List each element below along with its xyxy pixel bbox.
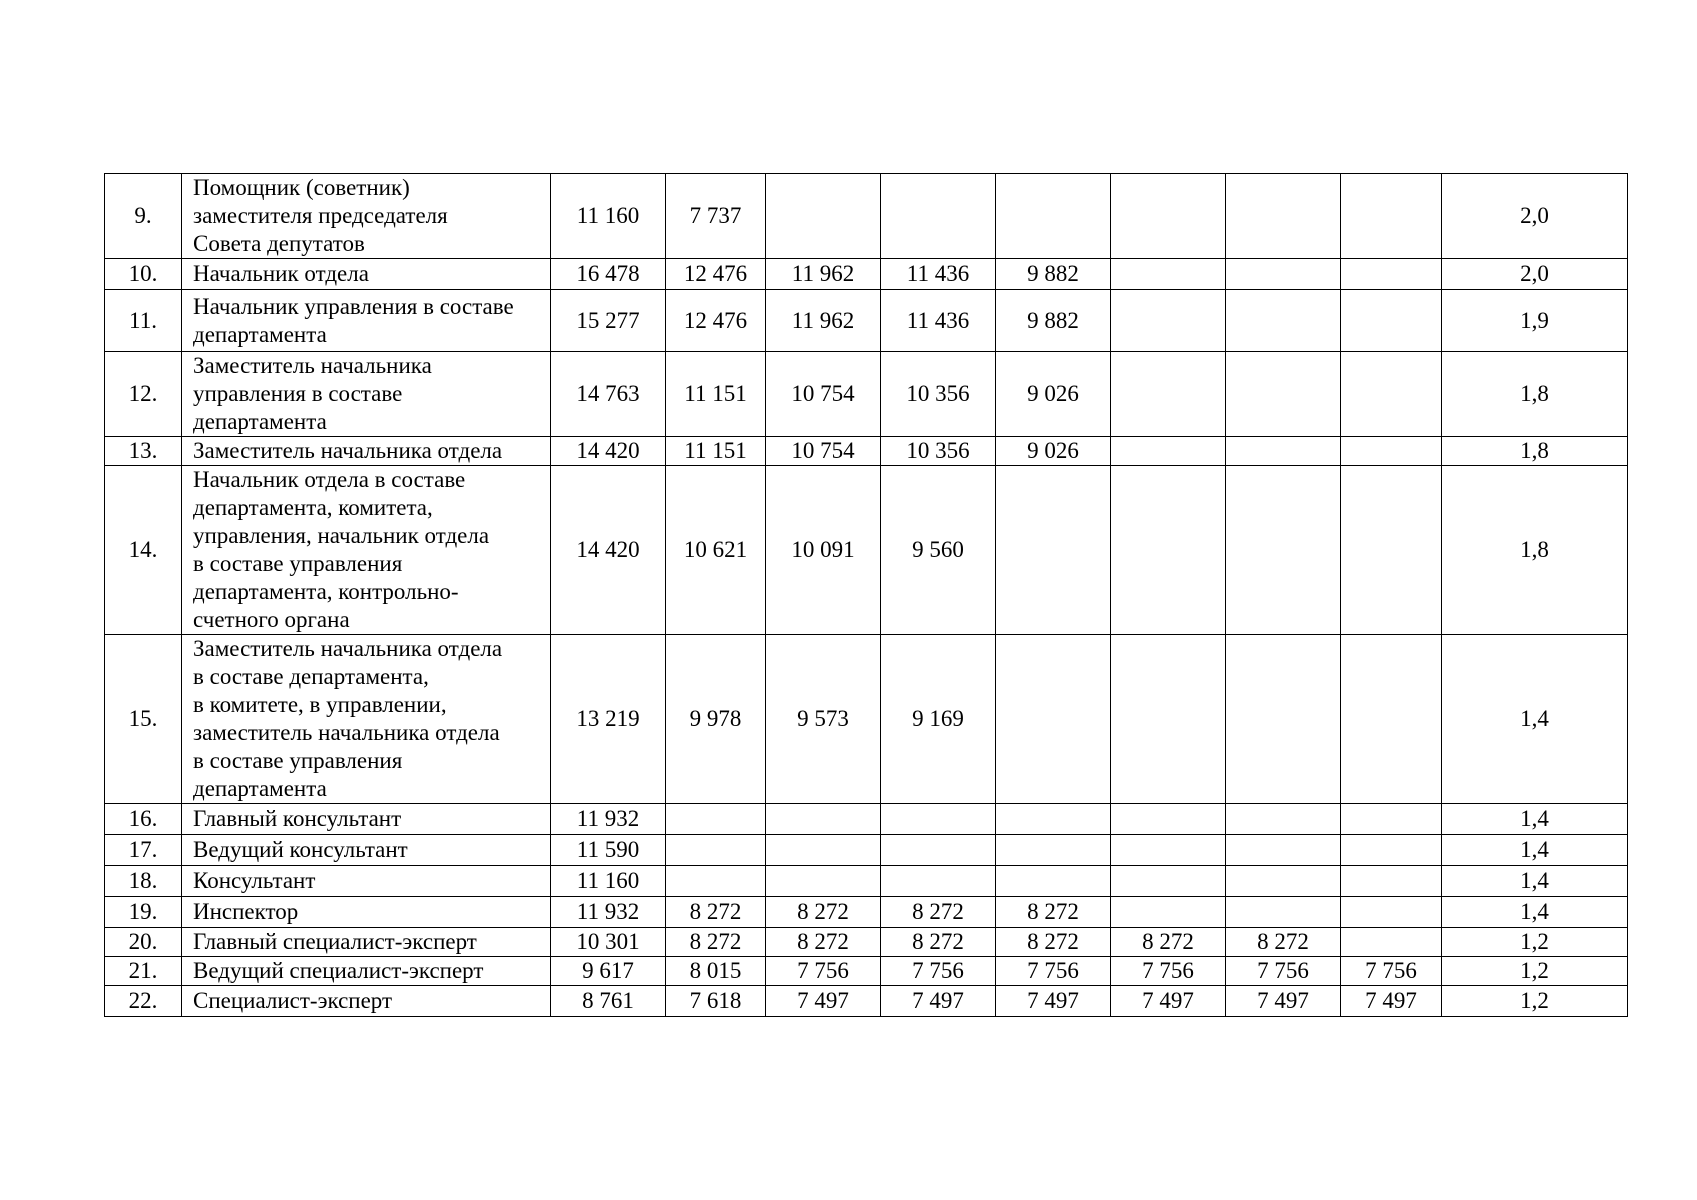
salary-value-cell xyxy=(766,174,881,259)
salary-value-cell: 8 272 xyxy=(666,897,766,928)
table-row xyxy=(105,986,1628,1017)
position-cell: Начальник отдела в составе департамента, комитета, управления, начальник отдела в составе управления департамента, контрольно- счетного органа xyxy=(182,466,551,635)
salary-value-cell: 8 272 xyxy=(996,928,1111,957)
coefficient-cell: 2,0 xyxy=(1442,259,1628,290)
row-number-cell: 21. xyxy=(105,957,182,986)
table-row xyxy=(105,352,1628,437)
position-cell: Помощник (советник) заместителя председателя Совета депутатов xyxy=(182,174,551,259)
salary-value-cell: 9 573 xyxy=(766,635,881,804)
salary-value-cell: 7 756 xyxy=(1111,957,1226,986)
coefficient-cell: 1,8 xyxy=(1442,352,1628,437)
salary-value-cell: 11 151 xyxy=(666,437,766,466)
salary-value-cell: 7 497 xyxy=(1226,986,1341,1017)
salary-value-cell: 7 756 xyxy=(1226,957,1341,986)
table-row xyxy=(105,466,1628,635)
salary-value-cell: 11 151 xyxy=(666,352,766,437)
salary-value-cell xyxy=(1341,259,1442,290)
salary-value-cell xyxy=(666,835,766,866)
salary-value-cell xyxy=(1341,352,1442,437)
row-number-cell: 10. xyxy=(105,259,182,290)
salary-value-cell: 8 015 xyxy=(666,957,766,986)
salary-value-cell xyxy=(666,804,766,835)
salary-value-cell xyxy=(1226,866,1341,897)
salary-value-cell: 7 737 xyxy=(666,174,766,259)
salary-value-cell xyxy=(1111,437,1226,466)
salary-value-cell: 9 978 xyxy=(666,635,766,804)
salary-value-cell: 9 882 xyxy=(996,259,1111,290)
salary-value-cell xyxy=(1111,259,1226,290)
salary-value-cell: 14 420 xyxy=(551,437,666,466)
row-number-cell: 13. xyxy=(105,437,182,466)
salary-value-cell xyxy=(1111,866,1226,897)
salary-value-cell xyxy=(1341,897,1442,928)
salary-value-cell xyxy=(1226,897,1341,928)
salary-value-cell: 14 763 xyxy=(551,352,666,437)
row-number-cell: 19. xyxy=(105,897,182,928)
table-row xyxy=(105,897,1628,928)
salary-value-cell: 7 618 xyxy=(666,986,766,1017)
salary-value-cell: 7 756 xyxy=(766,957,881,986)
position-cell: Инспектор xyxy=(182,897,551,928)
table-row xyxy=(105,290,1628,352)
table-row xyxy=(105,174,1628,259)
salary-value-cell: 10 754 xyxy=(766,352,881,437)
position-cell: Консультант xyxy=(182,866,551,897)
salary-value-cell xyxy=(996,835,1111,866)
salary-value-cell: 16 478 xyxy=(551,259,666,290)
salary-value-cell xyxy=(1111,174,1226,259)
row-number-cell: 12. xyxy=(105,352,182,437)
salary-value-cell: 7 497 xyxy=(1111,986,1226,1017)
salary-value-cell xyxy=(1341,174,1442,259)
salary-value-cell xyxy=(881,804,996,835)
salary-table xyxy=(104,173,1628,1017)
position-cell: Специалист-эксперт xyxy=(182,986,551,1017)
salary-value-cell xyxy=(1111,804,1226,835)
row-number-cell: 15. xyxy=(105,635,182,804)
salary-value-cell: 11 436 xyxy=(881,259,996,290)
salary-value-cell: 9 882 xyxy=(996,290,1111,352)
salary-value-cell: 9 026 xyxy=(996,352,1111,437)
salary-value-cell xyxy=(1341,635,1442,804)
salary-value-cell xyxy=(1341,437,1442,466)
salary-value-cell: 9 617 xyxy=(551,957,666,986)
coefficient-cell: 1,8 xyxy=(1442,437,1628,466)
salary-value-cell: 14 420 xyxy=(551,466,666,635)
salary-value-cell: 7 756 xyxy=(881,957,996,986)
table-row xyxy=(105,866,1628,897)
salary-value-cell: 8 272 xyxy=(766,928,881,957)
salary-value-cell xyxy=(1111,290,1226,352)
salary-value-cell xyxy=(1341,835,1442,866)
salary-value-cell: 8 272 xyxy=(996,897,1111,928)
salary-value-cell xyxy=(1111,897,1226,928)
salary-value-cell: 10 091 xyxy=(766,466,881,635)
position-cell: Главный специалист-эксперт xyxy=(182,928,551,957)
salary-value-cell xyxy=(1341,804,1442,835)
salary-value-cell xyxy=(1111,835,1226,866)
salary-value-cell xyxy=(1111,635,1226,804)
salary-value-cell xyxy=(1341,928,1442,957)
salary-value-cell: 11 436 xyxy=(881,290,996,352)
coefficient-cell: 1,4 xyxy=(1442,897,1628,928)
salary-value-cell xyxy=(996,466,1111,635)
salary-value-cell xyxy=(666,866,766,897)
row-number-cell: 17. xyxy=(105,835,182,866)
table-row xyxy=(105,957,1628,986)
salary-value-cell: 9 026 xyxy=(996,437,1111,466)
salary-value-cell: 7 756 xyxy=(1341,957,1442,986)
salary-value-cell: 8 272 xyxy=(1111,928,1226,957)
salary-value-cell xyxy=(1341,866,1442,897)
position-cell: Ведущий консультант xyxy=(182,835,551,866)
coefficient-cell: 2,0 xyxy=(1442,174,1628,259)
salary-value-cell: 11 962 xyxy=(766,290,881,352)
salary-value-cell: 8 272 xyxy=(881,897,996,928)
table-row xyxy=(105,804,1628,835)
coefficient-cell: 1,4 xyxy=(1442,835,1628,866)
salary-value-cell: 10 301 xyxy=(551,928,666,957)
salary-value-cell xyxy=(881,835,996,866)
salary-value-cell xyxy=(1111,466,1226,635)
row-number-cell: 14. xyxy=(105,466,182,635)
salary-value-cell: 12 476 xyxy=(666,259,766,290)
salary-value-cell: 7 497 xyxy=(766,986,881,1017)
row-number-cell: 20. xyxy=(105,928,182,957)
coefficient-cell: 1,4 xyxy=(1442,635,1628,804)
salary-value-cell: 11 932 xyxy=(551,804,666,835)
table-row xyxy=(105,928,1628,957)
salary-value-cell xyxy=(996,804,1111,835)
salary-value-cell: 9 560 xyxy=(881,466,996,635)
salary-value-cell xyxy=(881,174,996,259)
coefficient-cell: 1,4 xyxy=(1442,804,1628,835)
row-number-cell: 18. xyxy=(105,866,182,897)
coefficient-cell: 1,4 xyxy=(1442,866,1628,897)
salary-value-cell: 7 497 xyxy=(996,986,1111,1017)
table-row xyxy=(105,635,1628,804)
coefficient-cell: 1,2 xyxy=(1442,928,1628,957)
salary-value-cell: 10 356 xyxy=(881,352,996,437)
salary-value-cell xyxy=(766,804,881,835)
salary-value-cell xyxy=(1226,437,1341,466)
salary-value-cell: 8 272 xyxy=(881,928,996,957)
position-cell: Начальник управления в составе департамента xyxy=(182,290,551,352)
salary-value-cell: 11 590 xyxy=(551,835,666,866)
table-body xyxy=(105,174,1628,1017)
salary-value-cell: 15 277 xyxy=(551,290,666,352)
salary-value-cell: 8 272 xyxy=(766,897,881,928)
salary-value-cell: 10 356 xyxy=(881,437,996,466)
coefficient-cell: 1,2 xyxy=(1442,957,1628,986)
salary-value-cell xyxy=(1226,466,1341,635)
salary-value-cell: 7 497 xyxy=(881,986,996,1017)
salary-value-cell xyxy=(1341,466,1442,635)
salary-value-cell: 11 962 xyxy=(766,259,881,290)
salary-value-cell xyxy=(1341,290,1442,352)
coefficient-cell: 1,2 xyxy=(1442,986,1628,1017)
salary-value-cell xyxy=(1111,352,1226,437)
salary-value-cell xyxy=(1226,352,1341,437)
row-number-cell: 16. xyxy=(105,804,182,835)
salary-value-cell xyxy=(1226,635,1341,804)
salary-value-cell: 13 219 xyxy=(551,635,666,804)
salary-value-cell: 7 756 xyxy=(996,957,1111,986)
salary-value-cell: 8 761 xyxy=(551,986,666,1017)
salary-value-cell xyxy=(1226,174,1341,259)
coefficient-cell: 1,9 xyxy=(1442,290,1628,352)
salary-value-cell: 11 160 xyxy=(551,174,666,259)
salary-value-cell: 7 497 xyxy=(1341,986,1442,1017)
salary-value-cell xyxy=(1226,804,1341,835)
position-cell: Заместитель начальника отдела в составе департамента, в комитете, в управлении, заместитель начальника отдела в составе управления департамента xyxy=(182,635,551,804)
salary-value-cell xyxy=(766,866,881,897)
position-cell: Ведущий специалист-эксперт xyxy=(182,957,551,986)
salary-value-cell xyxy=(1226,290,1341,352)
salary-value-cell: 11 932 xyxy=(551,897,666,928)
salary-value-cell: 8 272 xyxy=(1226,928,1341,957)
salary-value-cell xyxy=(1226,259,1341,290)
row-number-cell: 11. xyxy=(105,290,182,352)
row-number-cell: 9. xyxy=(105,174,182,259)
position-cell: Начальник отдела xyxy=(182,259,551,290)
salary-value-cell xyxy=(996,866,1111,897)
table-row xyxy=(105,437,1628,466)
salary-value-cell xyxy=(996,174,1111,259)
table-row xyxy=(105,835,1628,866)
coefficient-cell: 1,8 xyxy=(1442,466,1628,635)
position-cell: Главный консультант xyxy=(182,804,551,835)
salary-value-cell: 12 476 xyxy=(666,290,766,352)
salary-value-cell xyxy=(1226,835,1341,866)
salary-value-cell: 10 754 xyxy=(766,437,881,466)
row-number-cell: 22. xyxy=(105,986,182,1017)
position-cell: Заместитель начальника управления в составе департамента xyxy=(182,352,551,437)
salary-value-cell: 8 272 xyxy=(666,928,766,957)
salary-value-cell xyxy=(996,635,1111,804)
salary-value-cell xyxy=(881,866,996,897)
salary-value-cell xyxy=(766,835,881,866)
salary-value-cell: 9 169 xyxy=(881,635,996,804)
salary-value-cell: 11 160 xyxy=(551,866,666,897)
salary-value-cell: 10 621 xyxy=(666,466,766,635)
table-row xyxy=(105,259,1628,290)
position-cell: Заместитель начальника отдела xyxy=(182,437,551,466)
